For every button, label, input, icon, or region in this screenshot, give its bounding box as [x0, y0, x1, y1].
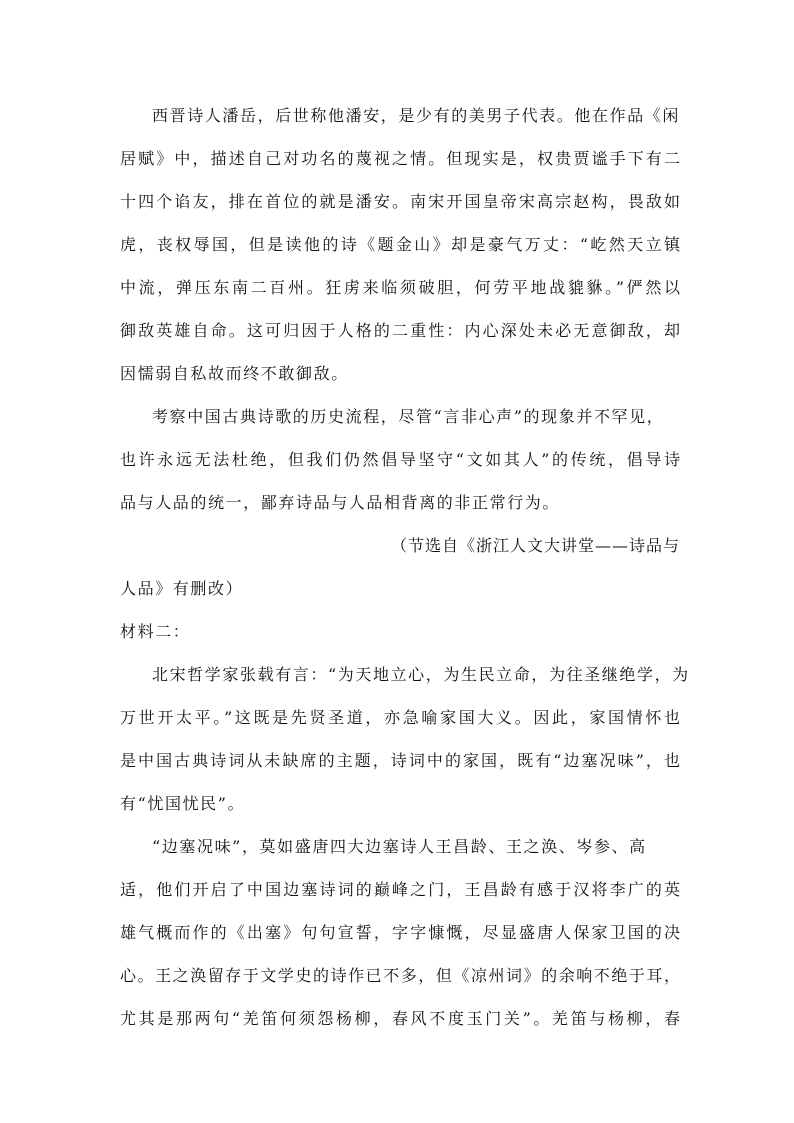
paragraph-line: 雄气概而作的《出塞》句句宣誓，字字慷慨，尽显盛唐人保家卫国的决 — [120, 923, 680, 942]
material-heading: 材料二： — [120, 622, 191, 641]
paragraph-line: 西晋诗人潘岳，后世称他潘安，是少有的美男子代表。他在作品《闲 — [152, 106, 681, 125]
source-citation-continued: 人品》有删改） — [120, 579, 244, 598]
paragraph-line: 虎，丧权辱国，但是读他的诗《题金山》却是豪气万丈：“屹然天立镇 — [120, 235, 680, 254]
paragraph-line: 万世开太平。”这既是先贤圣道，亦急喻家国大义。因此，家国情怀也 — [120, 708, 680, 727]
paragraph-line: 也许永远无法杜绝，但我们仍然倡导坚守“文如其人”的传统，倡导诗 — [120, 450, 680, 469]
paragraph-line: 心。王之涣留存于文学史的诗作已不多，但《凉州词》的余响不绝于耳， — [120, 966, 680, 985]
paragraph-line: 适，他们开启了中国边塞诗词的巅峰之门，王昌龄有感于汉将李广的英 — [120, 880, 680, 899]
paragraph-line: 北宋哲学家张载有言：“为天地立心，为生民立命，为往圣继绝学，为 — [152, 665, 690, 684]
paragraph-line: 居赋》中，描述自己对功名的蔑视之情。但现实是，权贵贾谧手下有二 — [120, 149, 680, 168]
paragraph-line: 品与人品的统一，鄙弃诗品与人品相背离的非正常行为。 — [120, 493, 561, 512]
paragraph-line: 有“忧国忧民”。 — [120, 794, 246, 813]
paragraph-line: 御敌英雄自命。这可归因于人格的二重性：内心深处未必无意御敌，却 — [120, 321, 680, 340]
paragraph-line: 因懦弱自私故而终不敢御敌。 — [120, 364, 349, 383]
source-citation: （节选自《浙江人文大讲堂——诗品与 — [390, 536, 680, 555]
paragraph-line: 中流，弹压东南二百州。狂虏来临须破胆，何劳平地战貔貅。”俨然以 — [120, 278, 680, 297]
paragraph-line: 考察中国古典诗歌的历史流程，尽管“言非心声”的现象并不罕见， — [152, 407, 665, 426]
paragraph-line: “边塞况味”，莫如盛唐四大边塞诗人王昌龄、王之涣、岑参、高 — [152, 837, 647, 856]
paragraph-line: 尤其是那两句“羌笛何须怨杨柳，春风不度玉门关”。羌笛与杨柳，春 — [120, 1009, 680, 1028]
paragraph-line: 十四个谄友，排在首位的就是潘安。南宋开国皇帝宋高宗赵构，畏敌如 — [120, 192, 680, 211]
paragraph-line: 是中国古典诗词从未缺席的主题，诗词中的家国，既有“边塞况味”，也 — [120, 751, 680, 770]
